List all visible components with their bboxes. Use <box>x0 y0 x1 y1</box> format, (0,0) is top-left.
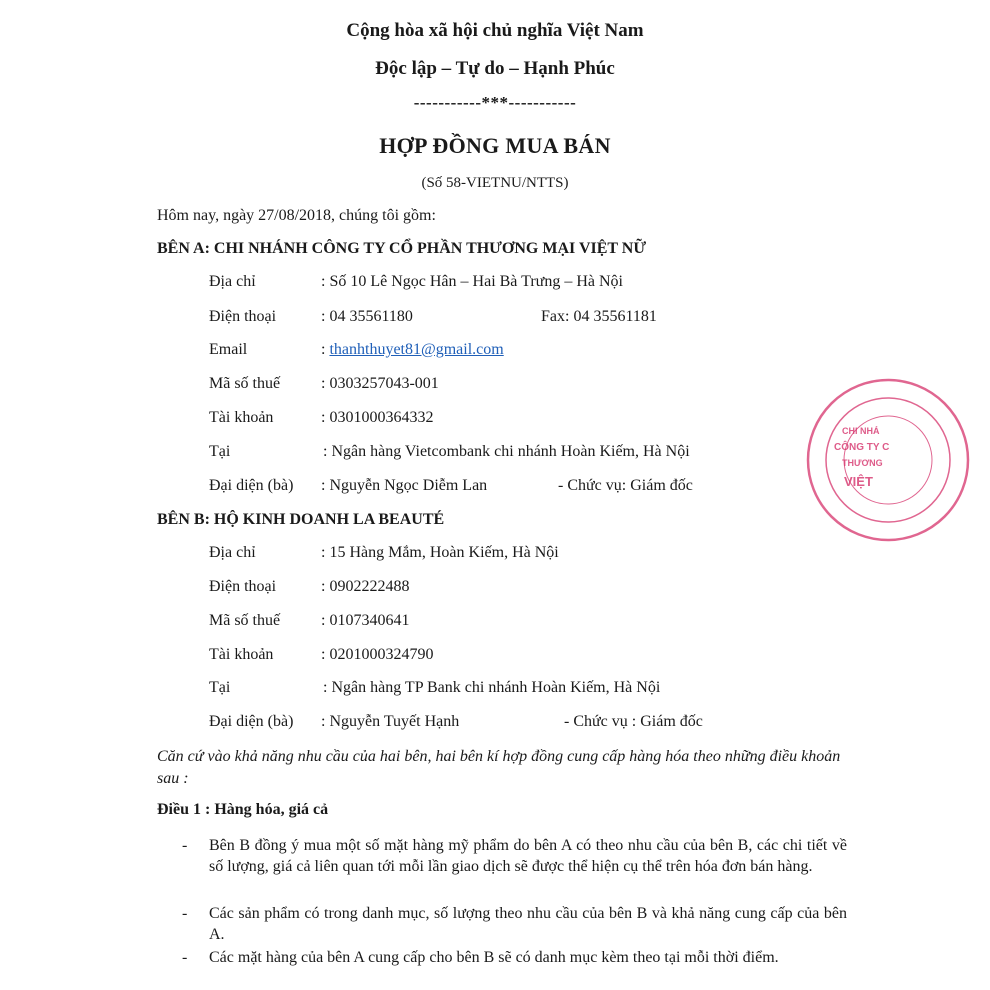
field-label: Điện thoại <box>209 308 277 325</box>
field-value: : Nguyễn Ngọc Diễm Lan <box>321 477 488 494</box>
contract-number: (Số 58-VIETNU/NTTS) <box>421 175 569 191</box>
field-label: Tại <box>209 679 231 696</box>
field-value: : 0902222488 <box>321 578 410 595</box>
email-link[interactable]: thanhthuyet81@gmail.com <box>329 341 504 358</box>
company-stamp <box>806 368 890 552</box>
bullet-text: Các mặt hàng của bên A cung cấp cho bên B sẽ có danh mục kèm theo tại mỗi thời điểm. <box>209 949 779 966</box>
bullet-dash: - <box>182 837 188 854</box>
field-value: : 0303257043-001 <box>321 375 439 392</box>
field-value <box>321 341 504 359</box>
bullet-dash: - <box>182 949 188 966</box>
field-value: : 0107340641 <box>321 612 410 629</box>
field-label: Đại diện (bà) <box>209 713 294 730</box>
field-value: : 0301000364332 <box>321 409 434 426</box>
contract-title: HỢP ĐỒNG MUA BÁN <box>379 133 611 158</box>
stamp-seal-icon <box>806 368 890 552</box>
field-label: Mã số thuế <box>209 375 281 392</box>
field-label: Địa chỉ <box>209 544 256 561</box>
field-label: Đại diện (bà) <box>209 477 294 494</box>
email-colon: : <box>321 341 330 358</box>
article-1-heading: Điều 1 : Hàng hóa, giá cả <box>157 801 329 818</box>
field-label: Email <box>209 341 248 358</box>
field-value: : Ngân hàng TP Bank chi nhánh Hoàn Kiếm, Hà Nội <box>323 679 661 696</box>
field-label: Mã số thuế <box>209 612 281 629</box>
field-label: Tại <box>209 443 231 460</box>
header-divider: -----------***----------- <box>413 93 577 112</box>
stamp-text: VIỆT <box>844 474 873 489</box>
fax-value: Fax: 04 35561181 <box>541 308 657 325</box>
party-b-heading: BÊN B: HỘ KINH DOANH LA BEAUTÉ <box>157 511 445 528</box>
party-a-heading: BÊN A: CHI NHÁNH CÔNG TY CỔ PHẦN THƯƠNG MẠI VIỆT NỮ <box>157 240 647 257</box>
bullet-text: Bên B đồng ý mua một số mặt hàng mỹ phẩm do bên A có theo nhu cầu của bên B, các chi tiết về số lượng, giá cả liên quan tới mỗi lần giao dịch sẽ được thể hiện cụ thể trên hóa đơn bán hàng. <box>209 837 847 875</box>
stamp-text: THƯƠNG <box>842 458 883 468</box>
national-title: Cộng hòa xã hội chủ nghĩa Việt Nam <box>346 20 644 41</box>
rep-position: - Chức vụ: Giám đốc <box>558 477 693 494</box>
intro-line: Hôm nay, ngày 27/08/2018, chúng tôi gồm: <box>157 207 436 224</box>
field-label: Điện thoại <box>209 578 277 595</box>
field-value: : 15 Hàng Mắm, Hoàn Kiếm, Hà Nội <box>321 544 559 561</box>
field-value: : Nguyễn Tuyết Hạnh <box>321 713 460 730</box>
field-value: : Ngân hàng Vietcombank chi nhánh Hoàn Kiếm, Hà Nội <box>323 443 690 460</box>
rep-position: - Chức vụ : Giám đốc <box>564 713 703 730</box>
field-label: Tài khoản <box>209 409 274 426</box>
field-value: : 0201000324790 <box>321 646 434 663</box>
stamp-text: CHI NHÁ <box>842 426 880 436</box>
national-motto: Độc lập – Tự do – Hạnh Phúc <box>375 58 615 79</box>
stamp-text: CÔNG TY C <box>834 442 890 453</box>
field-value: : Số 10 Lê Ngọc Hân – Hai Bà Trưng – Hà Nội <box>321 273 623 290</box>
bullet-dash: - <box>182 905 188 922</box>
preamble: Căn cứ vào khả năng nhu cầu của hai bên, hai bên kí hợp đồng cung cấp hàng hóa theo những điều khoản sau : <box>157 748 841 787</box>
field-value: : 04 35561180 <box>321 308 413 325</box>
field-label: Địa chỉ <box>209 273 256 290</box>
bullet-text: Các sản phẩm có trong danh mục, số lượng theo nhu cầu của bên B và khả năng cung cấp của bên A. <box>209 905 847 943</box>
field-label: Tài khoản <box>209 646 274 663</box>
